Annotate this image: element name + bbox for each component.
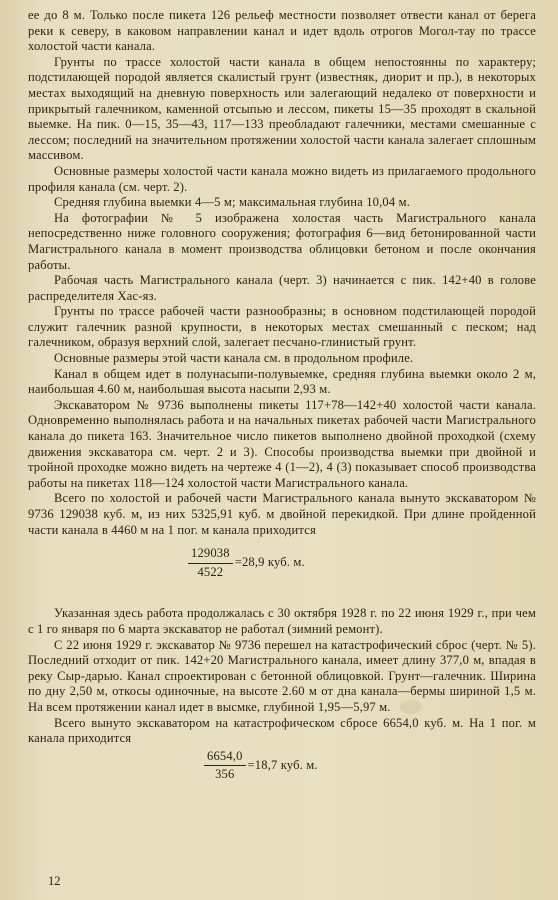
paragraph: Экскаватором № 9736 выполнены пикеты 117+78—142+40 холостой части канала. Одновременно выполнялась работа и на начальных пикетах рабочей части Магистрального канала до пикета 163. Значительное число пикетов выполнено двойной проходкой (схему движения экскаватора см. черт. 2 и 3). Способы производства выемки при двойной и тройной проходке можно видеть на чертеже 4 (1—2), 4 (3) показывает способ производства работы на пикетах 118—124 холостой части Магистрального канала. — [28, 397, 536, 490]
fraction-denominator: 4522 — [197, 564, 224, 579]
paragraph: ее до 8 м. Только после пикета 126 рельеф местности позволяет отвести канал от берега реки к северу, в каковом направлении канал и идет вдоль отрогов Могол-тау по трассе холостой части канала. — [28, 8, 536, 54]
paragraph: Рабочая часть Магистрального канала (черт. 3) начинается с пик. 142+40 в голове распределителя Хас-яз. — [28, 273, 536, 303]
formula-excavation-per-meter — [28, 546, 536, 580]
fraction-numerator: 6654,0 — [204, 749, 246, 767]
paragraph: Канал в общем идет в полунасыпи-полувыемке, средняя глубина выемки около 2 м, наибольшая 4.60 м, наибольшая высота насыпи 2,93 м. — [28, 366, 536, 397]
page-number: 12 — [48, 874, 61, 888]
paragraph: Всего вынуто экскаватором на катастрофическом сбросе 6654,0 куб. м. На 1 пог. м канала приходится — [28, 715, 536, 746]
paragraph: Грунты по трассе холостой части канала в общем непостоянны по характеру; подстилающей породой является скалистый грунт (известняк, диорит и пр.), в некоторых местах выходящий на дневную поверхность или залегающий недалеко от поверхности и прикрытый галечником, каменной отсыпью и лессом, пикеты 15—35 проходят в скальной выемке. На пик. 0—15, 35—43, 117—133 преобладают галечники, местами смешанные с лессом; последний на значительном протяжении холостой части канала залегает сплошным массивом. — [28, 54, 536, 163]
formula-result: =18,7 куб. м. — [247, 758, 318, 773]
paragraph: Средняя глубина выемки 4—5 м; максимальная глубина 10,04 м. — [54, 195, 411, 210]
paragraph: На фотографии № 5 изображена холостая часть Магистрального канала непосредственно ниже головного сооружения; фотография 6—вид бетонированной части Магистрального канала в момент производства облицовки бетоном и после окончания работы. — [28, 210, 536, 272]
fraction-numerator: 129038 — [188, 546, 233, 564]
paragraph: Грунты по трассе рабочей части разнообразны; в основном подстилающей породой служит галечник разной крупности, в некоторых местах смешанный с песком; над галечником, образуя верхний слой, залегает песчано-глинистый грунт. — [28, 304, 536, 350]
paragraph: С 22 июня 1929 г. экскаватор № 9736 перешел на катастрофический сброс (черт. № 5). Последний отходит от пик. 142+20 Магистрального канала, имеет длину 377,0 м, впадая в реку Сыр-дарью. Канал спроектирован с бетонной облицовкой. Грунт—галечник. Ширина по дну 2,50 м, откосы одиночные, на высоте 2.60 м от дна канала—бермы шириной 1,5 м. На всем протяжении канал идет в высмке, глубиной 1,95—5,97 м. — [28, 637, 536, 714]
fraction — [188, 546, 233, 580]
paragraph: Всего по холостой и рабочей части Магистрального канала вынуто экскаватором № 9736 129038 куб. м, из них 5325,91 куб. м двойной перекидкой. При длине пройденной части канала в 4460 м на 1 пог. м канала приходится — [28, 491, 536, 537]
fraction — [204, 749, 246, 783]
paragraph: Основные размеры холостой части канала можно видеть из прилагаемого продольного профиля канала (см. черт. 2). — [28, 163, 536, 194]
paragraph: Основные размеры этой части канала см. в продольном профиле. — [54, 351, 414, 366]
fraction-denominator: 356 — [215, 767, 235, 782]
paragraph: Указанная здесь работа продолжалась с 30 октября 1928 г. по 22 июня 1929 г., при чем с 1 го января по 6 марта экскаватор не работал (зимний ремонт). — [28, 606, 536, 636]
formula-spillway-per-meter — [28, 749, 536, 783]
body-text — [28, 8, 536, 789]
formula-result: =28,9 куб. м. — [234, 555, 305, 570]
